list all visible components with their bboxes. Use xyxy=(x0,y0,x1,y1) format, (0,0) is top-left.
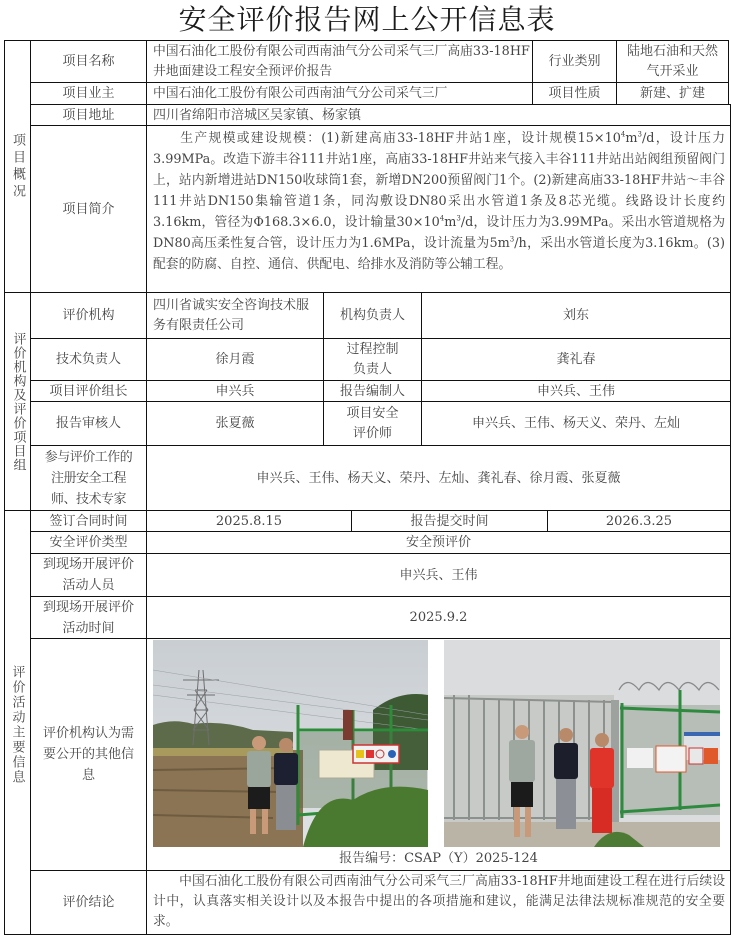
value-eval-type: 安全预评价 xyxy=(146,531,731,553)
value-project-owner: 中国石油化工股份有限公司西南油气分公司采气三厂 xyxy=(146,82,532,104)
value-industry: 陆地石油和天然气开采业 xyxy=(616,40,729,82)
label-other-info: 评价机构认为需要公开的其他信息 xyxy=(30,638,146,870)
value-eval-org: 四川省诚实安全咨询技术服务有限责任公司 xyxy=(146,292,323,338)
label-tech-head: 技术负责人 xyxy=(30,338,146,380)
value-report-writer: 申兴兵、王伟 xyxy=(421,380,731,401)
section-label-agency: 评价机构及评价项目组 xyxy=(4,292,30,510)
site-photo-2 xyxy=(444,640,720,847)
value-report-reviewer: 张夏薇 xyxy=(146,401,323,445)
site-photo-wellsite-image xyxy=(153,640,428,847)
intro-text-1: 生产规模或建设规模：(1)新建高庙33-18HF井站1座，设计规模15×10 xyxy=(179,131,621,146)
label-project-nature: 项目性质 xyxy=(532,82,616,104)
value-onsite-time: 2025.9.2 xyxy=(146,596,731,638)
label-report-reviewer: 报告审核人 xyxy=(30,401,146,445)
intro-sup: 3 xyxy=(456,214,461,223)
label-onsite-time: 到现场开展评价活动时间 xyxy=(30,596,146,638)
intro-sup: 3 xyxy=(509,235,515,244)
intro-sup: 4 xyxy=(439,214,445,223)
value-process-head: 龚礼春 xyxy=(421,338,731,380)
label-submit-date: 报告提交时间 xyxy=(351,510,547,531)
intro-sup: 4 xyxy=(620,130,626,139)
value-project-intro xyxy=(146,125,731,292)
label-eval-type: 安全评价类型 xyxy=(30,531,146,553)
site-photo-1 xyxy=(153,640,428,847)
value-tech-head: 徐月霞 xyxy=(146,338,323,380)
label-project-name: 项目名称 xyxy=(30,40,146,82)
label-onsite-people: 到现场开展评价活动人员 xyxy=(30,553,146,596)
label-project-intro: 项目简介 xyxy=(30,125,146,292)
value-contract-date: 2025.8.15 xyxy=(146,510,351,531)
value-project-nature: 新建、扩建 xyxy=(616,82,729,104)
report-number-caption: 报告编号：CSAP（Y）2025-124 xyxy=(339,851,538,866)
value-project-address: 四川省绵阳市涪城区吴家镇、杨家镇 xyxy=(146,104,731,125)
label-project-owner: 项目业主 xyxy=(30,82,146,104)
label-experts: 参与评价工作的注册安全工程师、技术专家 xyxy=(30,445,146,510)
label-industry: 行业类别 xyxy=(532,40,616,82)
page-title: 安全评价报告网上公开信息表 xyxy=(178,3,556,36)
section-label-overview: 项目概况 xyxy=(4,40,30,292)
intro-unit: m xyxy=(444,215,457,230)
site-photo-station-gate-image xyxy=(444,640,720,847)
label-safety-evaluator: 项目安全评价师 xyxy=(323,401,421,445)
value-team-leader: 申兴兵 xyxy=(146,380,323,401)
value-experts: 申兴兵、王伟、杨天义、荣丹、左灿、龚礼春、徐月霞、张夏薇 xyxy=(146,445,731,510)
intro-text-4: /h，采出水管道长度为3.16km。(3)配套的防腐、自控、通信、供配电、给排水及消防等公辅工程。 xyxy=(153,236,725,272)
value-onsite-people: 申兴兵、王伟 xyxy=(146,553,731,596)
label-process-head: 过程控制负责人 xyxy=(323,338,421,380)
value-org-head: 刘东 xyxy=(421,292,731,338)
intro-unit: m xyxy=(625,131,638,146)
label-eval-org: 评价机构 xyxy=(30,292,146,338)
label-project-address: 项目地址 xyxy=(30,104,146,125)
label-contract-date: 签订合同时间 xyxy=(30,510,146,531)
conclusion-text: 中国石油化工股份有限公司西南油气分公司采气三厂高庙33-18HF井地面建设工程在进行后续设计中，认真落实相关设计以及本报告中提出的各项措施和建议，能满足法律法规标准规范的安全要求。 xyxy=(153,874,725,929)
label-org-head: 机构负责人 xyxy=(323,292,421,338)
intro-sup: 3 xyxy=(637,130,642,139)
value-conclusion xyxy=(146,870,731,935)
intro-text-3: /d，设计压力为3.99MPa。采出水管道规格为DN80高压柔性复合管，设计压力为1.6MPa，设计流量为5m xyxy=(153,215,726,251)
label-team-leader: 项目评价组长 xyxy=(30,380,146,401)
section-label-activity: 评价活动主要信息 xyxy=(9,665,25,785)
value-safety-evaluator: 申兴兵、王伟、杨天义、荣丹、左灿 xyxy=(421,401,731,445)
label-conclusion: 评价结论 xyxy=(30,870,146,935)
label-report-writer: 报告编制人 xyxy=(323,380,421,401)
value-project-name: 中国石油化工股份有限公司西南油气分公司采气三厂高庙33-18HF井地面建设工程安全预评价报告 xyxy=(146,40,532,82)
intro-text-2: /d，设计压力3.99MPa。改造下游丰谷111井站1座，高庙33-18HF井站来气接入丰谷111井站出站阀组预留阀门上，站内新增进站DN150收球筒1套，新增DN200预留阀门1个。(2)新建高庙33-18HF井站～丰谷111井站DN150集输管道1条，同沟敷设DN80采出水管道1条及8芯光缆。线路设计长度约3.16km，管径为Φ168.3×6.0，设计输量30×10 xyxy=(153,131,725,230)
value-submit-date: 2026.3.25 xyxy=(547,510,731,531)
